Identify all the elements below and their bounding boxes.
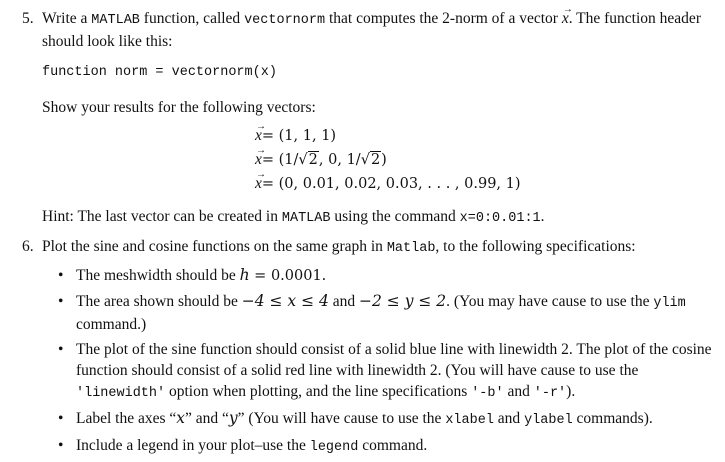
hint-code: x=0:0.01:1 <box>459 211 541 226</box>
problem-6-intro: Plot the sine and cosine functions on the same graph in Matlab, to the following specifications: <box>42 238 636 256</box>
bullet-icon: • <box>58 437 64 454</box>
vector-eq-2: → x= (1/√2, 0, 1/√2) <box>255 148 521 172</box>
list-item: • The meshwidth should be h = 0.0001. <box>58 266 327 284</box>
list-item: • The plot of the sine function should consist of a solid blue line with linewidth 2. The plot of the cosine function should consist of a solid red line with linewidth 2. (You will have cause to use the 'linewidth' option when plotting, and the line specifications '-b' and '-r'). <box>58 341 712 401</box>
hint-text: Hint: The last vector can be created in MATLAB using the command x=0:0.01:1. <box>42 208 545 226</box>
problem-5 <box>0 8 725 52</box>
matlab-word: MATLAB <box>91 13 140 28</box>
list-item: • Label the axes “x” and “y” (You will have cause to use the xlabel and ylabel commands). <box>58 409 653 428</box>
problem-5-intro: Write a MATLAB function, called vectornorm that computes the 2-norm of a vector → x. The function header should look like this: <box>42 8 711 52</box>
vector-equations <box>255 124 521 196</box>
sqrt-symbol: √2 <box>298 152 318 168</box>
show-results-text: Show your results for the following vectors: <box>42 99 316 116</box>
bullet-icon: • <box>58 267 64 284</box>
bullet-icon: • <box>58 341 64 358</box>
problem-number: 5. <box>22 10 34 27</box>
bullet-icon: • <box>58 293 64 310</box>
list-item: • Include a legend in your plot–use the legend command. <box>58 437 428 455</box>
specification-list <box>58 265 713 462</box>
list-item: • The area shown should be −4 ≤ x ≤ 4 and −2 ≤ y ≤ 2. (You may have cause to use the ylim command.) <box>58 292 686 333</box>
function-header-code: function norm = vectornorm(x) <box>42 65 277 80</box>
function-name: vectornorm <box>244 13 326 28</box>
vector-eq-3: → x= (0, 0.01, 0.02, 0.03, . . . , 0.99, 1) <box>255 172 521 196</box>
vector-x: → x <box>562 8 569 29</box>
problem-number: 6. <box>22 238 34 255</box>
bullet-icon: • <box>58 410 64 427</box>
vector-eq-1: → x= (1, 1, 1) <box>255 124 521 148</box>
problem-6 <box>0 236 725 259</box>
